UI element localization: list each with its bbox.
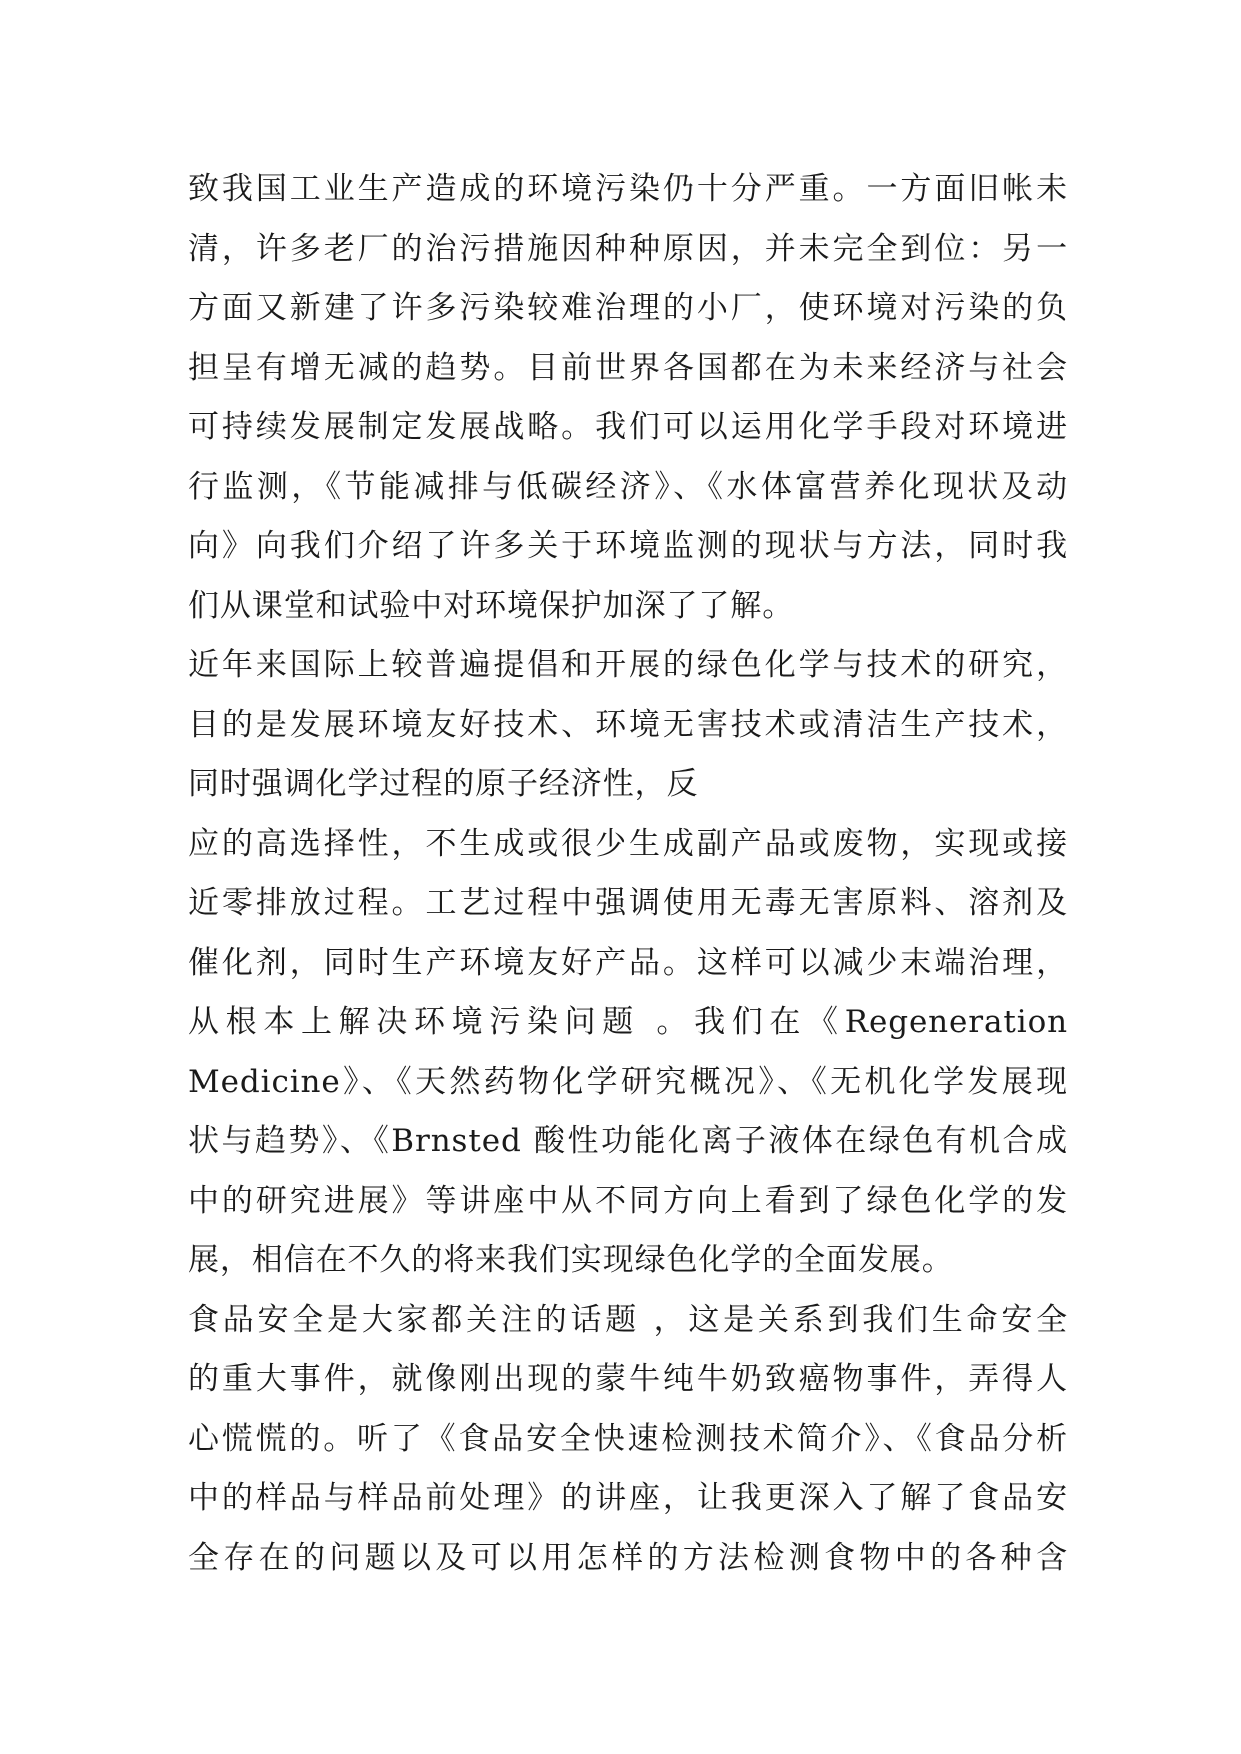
body-text [188,160,1068,1588]
text-line: 中的样品与样品前处理》的讲座，让我更深入了解了食品安 [188,1480,1068,1516]
text-line: 心慌慌的。听了《食品安全快速检测技术简介》、《食品分析 [188,1420,1068,1457]
text-line: 中的研究进展》等讲座中从不同方向上看到了绿色化学的发 [188,1182,1068,1219]
text-line: 的重大事件，就像刚出现的蒙牛纯牛奶致癌物事件，弄得人 [188,1361,1068,1397]
text-line: 催化剂，同时生产环境友好产品。这样可以减少末端治理， [188,944,1068,981]
text-line: 致我国工业生产造成的环境污染仍十分严重。一方面旧帐未 [188,171,1068,207]
text-line: 向》向我们介绍了许多关于环境监测的现状与方法，同时我 [188,528,1068,564]
text-line: 行监测，《节能减排与低碳经济》、《水体富营养化现状及动 [188,468,1068,505]
text-line: Medicine》、《天然药物化学研究概况》、《无机化学发展现 [188,1063,1068,1100]
text-line: 方面又新建了许多污染较难治理的小厂，使环境对污染的负 [188,290,1068,326]
text-line: 们从课堂和试验中对环境保护加深了了解。 [188,587,795,624]
text-line: 目的是发展环境友好技术、环境无害技术或清洁生产技术， [188,706,1068,743]
text-line: 近年来国际上较普遍提倡和开展的绿色化学与技术的研究， [188,647,1068,683]
text-line: 清，许多老厂的治污措施因种种原因，并未完全到位：另一 [188,230,1068,267]
text-line: 食品安全是大家都关注的话题 ，这是关系到我们生命安全 [188,1301,1068,1338]
text-line: 从根本上解决环境污染问题 。我们在《Regeneration [188,1004,1068,1040]
text-line: 可持续发展制定发展战略。我们可以运用化学手段对环境进 [188,409,1068,445]
text-line: 担呈有增无减的趋势。目前世界各国都在为未来经济与社会 [188,349,1068,386]
text-line: 展，相信在不久的将来我们实现绿色化学的全面发展。 [188,1242,954,1278]
text-line: 状与趋势》、《Brnsted 酸性功能化离子液体在绿色有机合成 [188,1123,1068,1159]
text-line: 应的高选择性，不生成或很少生成副产品或废物，实现或接 [188,825,1068,862]
text-line: 近零排放过程。工艺过程中强调使用无毒无害原料、溶剂及 [188,885,1068,921]
text-line: 全存在的问题以及可以用怎样的方法检测食物中的各种含 [188,1539,1068,1576]
text-line: 同时强调化学过程的原子经济性，反 [188,766,699,802]
